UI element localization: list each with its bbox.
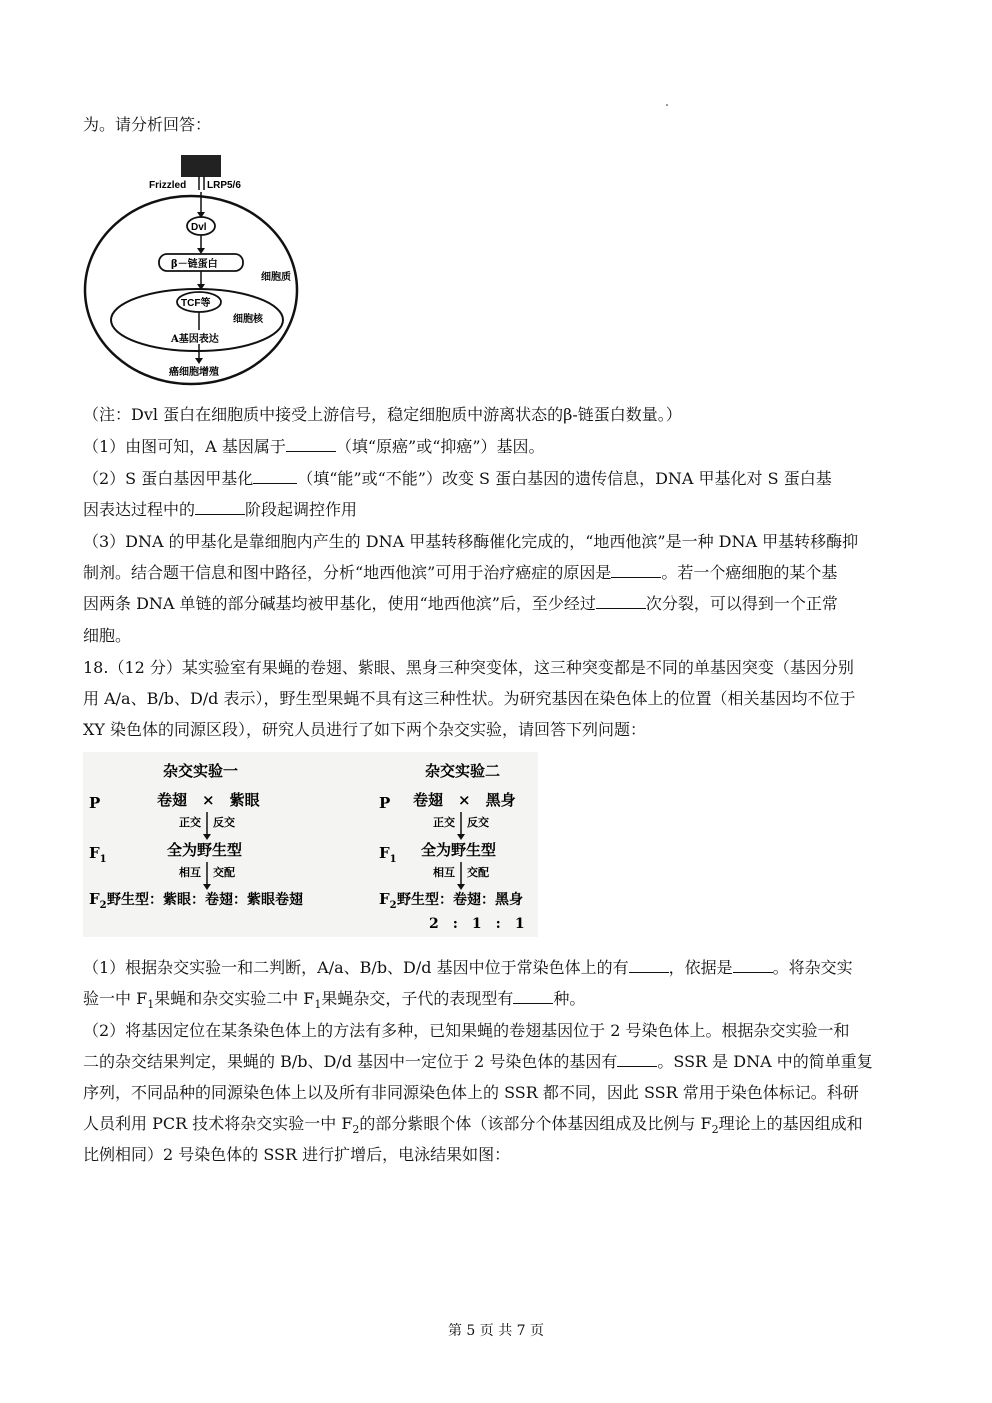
answer-blank[interactable] xyxy=(611,563,661,578)
answer-blank[interactable] xyxy=(733,958,773,973)
question-3-line-4: 细胞。 xyxy=(83,626,132,645)
answer-blank[interactable] xyxy=(617,1052,657,1067)
answer-blank[interactable] xyxy=(286,437,336,452)
question-1: （1）由图可知，A 基因属于 （填“原癌”或“抑癌”）基因。 xyxy=(83,437,545,456)
exp1-p-label: P xyxy=(89,794,101,812)
sub2-line-4: 人员利用 PCR 技术将杂交实验一中 $F_2$的部分紫眼个体（该部分个体基因组成及比例与 $F_2$理论上的基因组成和 xyxy=(83,1114,863,1137)
answer-blank[interactable] xyxy=(596,594,646,609)
sub1-line-1: （1）根据杂交实验一和二判断，A/a、B/b、D/d 基因中位于常染色体上的有 ，依据是 。将杂交实 xyxy=(83,958,853,977)
exp1-f2-text: 野生型：紫眼：卷翅：紫眼卷翅 xyxy=(107,892,303,908)
exp1-f1-label: F xyxy=(89,844,100,862)
exp1-f1-text: 全为野生型 xyxy=(167,841,243,859)
exp2-note-mate: 交配 xyxy=(467,866,489,879)
exp2-f1-label: F xyxy=(379,844,390,862)
sub2-line-2: 二的杂交结果判定，果蝇的 B/b、D/d 基因中一定位于 2 号染色体的基因有 。SSR 是 DNA 中的简单重复 xyxy=(83,1052,873,1071)
question-3-line-2: 制剂。结合题干信息和图中路径，分析“地西他滨”可用于治疗癌症的原因是 。若一个癌细胞的某个基 xyxy=(83,563,838,582)
exp2-f2-text: 野生型：卷翅：黑身 xyxy=(397,892,523,908)
sub1-line-2: 验一中 $F_1$果蝇和杂交实验二中 $F_1$果蝇杂交，子代的表现型有 种。 xyxy=(83,989,586,1012)
exp1-f2-label: F xyxy=(89,890,100,908)
q18-line-2: 用 A/a、B/b、D/d 表示），野生型果蝇不具有这三种性状。为研究基因在染色体上的位置（相关基因均不位于 xyxy=(83,689,856,708)
exp1-note-mate: 交配 xyxy=(213,866,235,879)
svg-text:F2: $F_2$ xyxy=(379,890,397,911)
exp2-ratio: 2 : 1 : 1 xyxy=(429,916,525,932)
exp1-note-forward: 正交 xyxy=(179,816,201,829)
exp2-note-forward: 正交 xyxy=(433,816,455,829)
answer-blank[interactable] xyxy=(629,958,669,973)
exp2-parents: 卷翅 × 黑身 xyxy=(413,791,516,809)
exp2-p-label: P xyxy=(379,794,391,812)
cross-experiment-figure xyxy=(83,752,538,937)
a-gene-expression-label: A基因表达 xyxy=(171,334,219,345)
svg-text:F2: $F_2$ xyxy=(89,890,107,911)
note-text: （注：Dvl 蛋白在细胞质中接受上游信号，稳定细胞质中游离状态的β-链蛋白数量。） xyxy=(83,405,682,424)
scan-speck xyxy=(666,104,668,106)
question-3-line-3: 因两条 DNA 单链的部分碱基均被甲基化，使用“地西他滨”后，至少经过 次分裂，可以得到一个正常 xyxy=(83,594,838,613)
tcf-label: TCF等 xyxy=(181,298,211,309)
exp2-title: 杂交实验二 xyxy=(425,762,501,780)
question-2-line-1: （2）S 蛋白基因甲基化 （填“能”或“不能”）改变 S 蛋白基因的遗传信息，DNA 甲基化对 S 蛋白基 xyxy=(83,469,832,488)
svg-text:F1: $F_1$ xyxy=(379,844,397,865)
question-3-line-1: （3）DNA 的甲基化是靠细胞内产生的 DNA 甲基转移酶催化完成的，“地西他滨”是一种 DNA 甲基转移酶抑 xyxy=(83,532,859,551)
cell-signaling-diagram xyxy=(83,150,313,390)
sub2-line-3: 序列，不同品种的同源染色体上以及所有非同源染色体上的 SSR 都不同，因此 SSR 常用于染色体标记。科研 xyxy=(83,1083,859,1102)
sub2-line-1: （2）将基因定位在某条染色体上的方法有多种，已知果蝇的卷翅基因位于 2 号染色体上。根据杂交实验一和 xyxy=(83,1021,850,1040)
q18-line-3: XY 染色体的同源区段），研究人员进行了如下两个杂交实验，请回答下列问题： xyxy=(83,720,647,739)
ligand-block xyxy=(181,155,221,177)
proliferation-label: 癌细胞增殖 xyxy=(169,367,219,378)
sub2-line-5: 比例相同）2 号染色体的 SSR 进行扩增后，电泳结果如图： xyxy=(83,1145,511,1164)
exp1-parents: 卷翅 × 紫眼 xyxy=(157,791,260,809)
exp1-title: 杂交实验一 xyxy=(163,762,239,780)
exp1-note-inter: 相互 xyxy=(179,866,201,879)
answer-blank[interactable] xyxy=(195,500,245,515)
q18-line-1: 18.（12 分）某实验室有果蝇的卷翅、紫眼、黑身三种突变体，这三种突变都是不同的单基因突变（基因分别 xyxy=(83,658,854,677)
exp2-f2-label: F xyxy=(379,890,390,908)
svg-text:F1: $F_1$ xyxy=(89,844,107,865)
exp2-note-reciprocal: 反交 xyxy=(467,816,489,829)
nucleus-label: 细胞核 xyxy=(233,314,263,325)
page-footer: 第 5 页 共 7 页 xyxy=(447,1323,545,1339)
dvl-label: Dvl xyxy=(191,222,207,233)
answer-blank[interactable] xyxy=(253,469,297,484)
exp2-note-inter: 相互 xyxy=(433,866,455,879)
question-2-line-2: 因表达过程中的 阶段起调控作用 xyxy=(83,500,358,519)
cytoplasm-label: 细胞质 xyxy=(261,272,291,283)
exp2-f1-text: 全为野生型 xyxy=(421,841,497,859)
intro-text: 为。请分析回答： xyxy=(83,115,212,134)
beta-catenin-label: β－链蛋白 xyxy=(171,259,218,270)
lrp-label: LRP5/6 xyxy=(207,180,241,191)
exp1-note-reciprocal: 反交 xyxy=(213,816,235,829)
answer-blank[interactable] xyxy=(513,989,553,1004)
frizzled-label: Frizzled xyxy=(149,180,187,191)
